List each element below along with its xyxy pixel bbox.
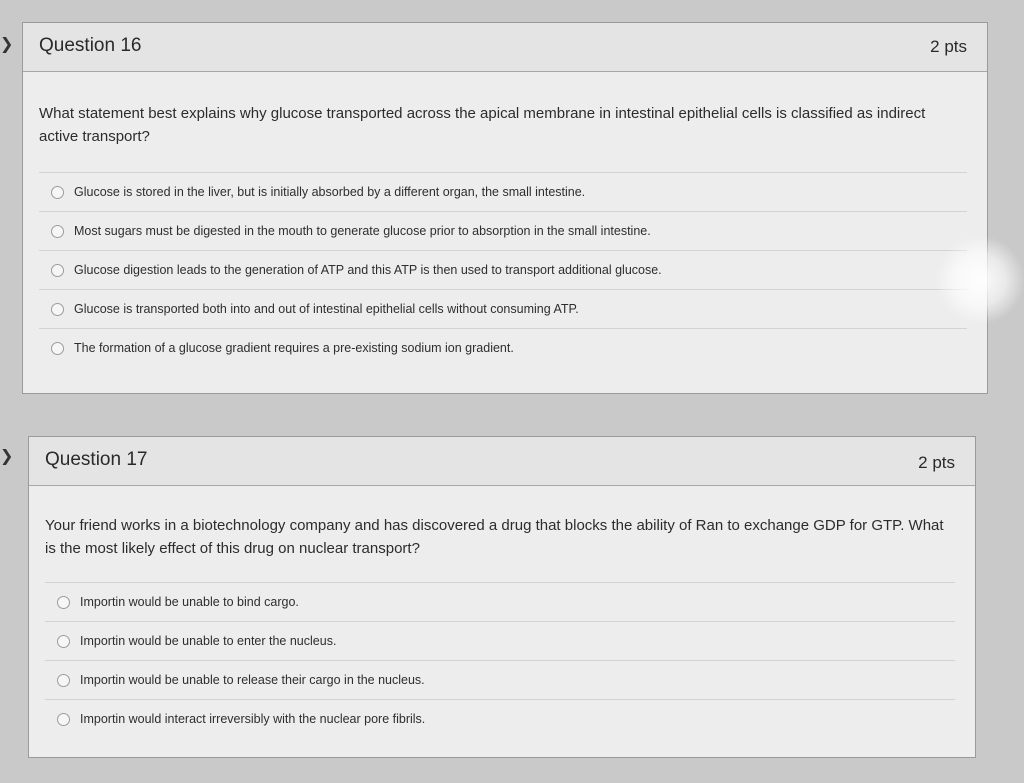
radio-button[interactable]	[51, 225, 64, 238]
radio-button[interactable]	[57, 713, 70, 726]
answer-label: Importin would be unable to bind cargo.	[80, 595, 299, 609]
question-16-points: 2 pts	[930, 37, 967, 56]
radio-button[interactable]	[51, 342, 64, 355]
question-17-card	[28, 436, 976, 758]
question-16-answer-1[interactable]	[39, 172, 967, 211]
question-16-title: Question 16	[39, 35, 142, 56]
question-17-answer-4[interactable]	[45, 699, 955, 738]
question-16-answers	[39, 172, 967, 367]
answer-label: The formation of a glucose gradient requires a pre-existing sodium ion gradient.	[74, 341, 514, 355]
question-17-answer-2[interactable]	[45, 621, 955, 660]
question-17-answer-1[interactable]	[45, 582, 955, 621]
answer-label: Glucose is transported both into and out of intestinal epithelial cells without consuming ATP.	[74, 302, 579, 316]
radio-button[interactable]	[51, 303, 64, 316]
radio-button[interactable]	[57, 635, 70, 648]
radio-button[interactable]	[57, 596, 70, 609]
question-17-answer-3[interactable]	[45, 660, 955, 699]
radio-button[interactable]	[51, 264, 64, 277]
question-17-header	[29, 437, 975, 486]
answer-label: Glucose digestion leads to the generation of ATP and this ATP is then used to transport additional glucose.	[74, 263, 662, 277]
question-16-text: What statement best explains why glucose transported across the apical membrane in intestinal epithelial cells is classified as indirect active transport?	[39, 105, 926, 145]
question-17-answers	[45, 582, 955, 738]
question-17-text: Your friend works in a biotechnology company and has discovered a drug that blocks the ability of Ran to exchange GDP for GTP. What is the most likely effect of this drug on nuclear transport?	[45, 517, 944, 557]
question-17-title: Question 17	[45, 449, 148, 470]
question-16-card	[22, 22, 988, 394]
answer-label: Importin would be unable to release their cargo in the nucleus.	[80, 673, 425, 687]
radio-button[interactable]	[51, 186, 64, 199]
question-16-chevron-icon[interactable]: ❯	[0, 34, 14, 53]
answer-label: Most sugars must be digested in the mouth to generate glucose prior to absorption in the small intestine.	[74, 224, 651, 238]
answer-label: Importin would interact irreversibly with the nuclear pore fibrils.	[80, 712, 426, 726]
question-17-chevron-icon[interactable]: ❯	[0, 446, 14, 465]
answer-label: Importin would be unable to enter the nucleus.	[80, 634, 337, 648]
question-16-answer-2[interactable]	[39, 211, 967, 250]
radio-button[interactable]	[57, 674, 70, 687]
question-16-answer-3[interactable]	[39, 250, 967, 289]
question-17-points: 2 pts	[918, 453, 955, 472]
question-16-answer-4[interactable]	[39, 289, 967, 328]
answer-label: Glucose is stored in the liver, but is initially absorbed by a different organ, the small intestine.	[74, 185, 586, 199]
question-16-answer-5[interactable]	[39, 328, 967, 367]
question-16-header	[23, 23, 987, 72]
